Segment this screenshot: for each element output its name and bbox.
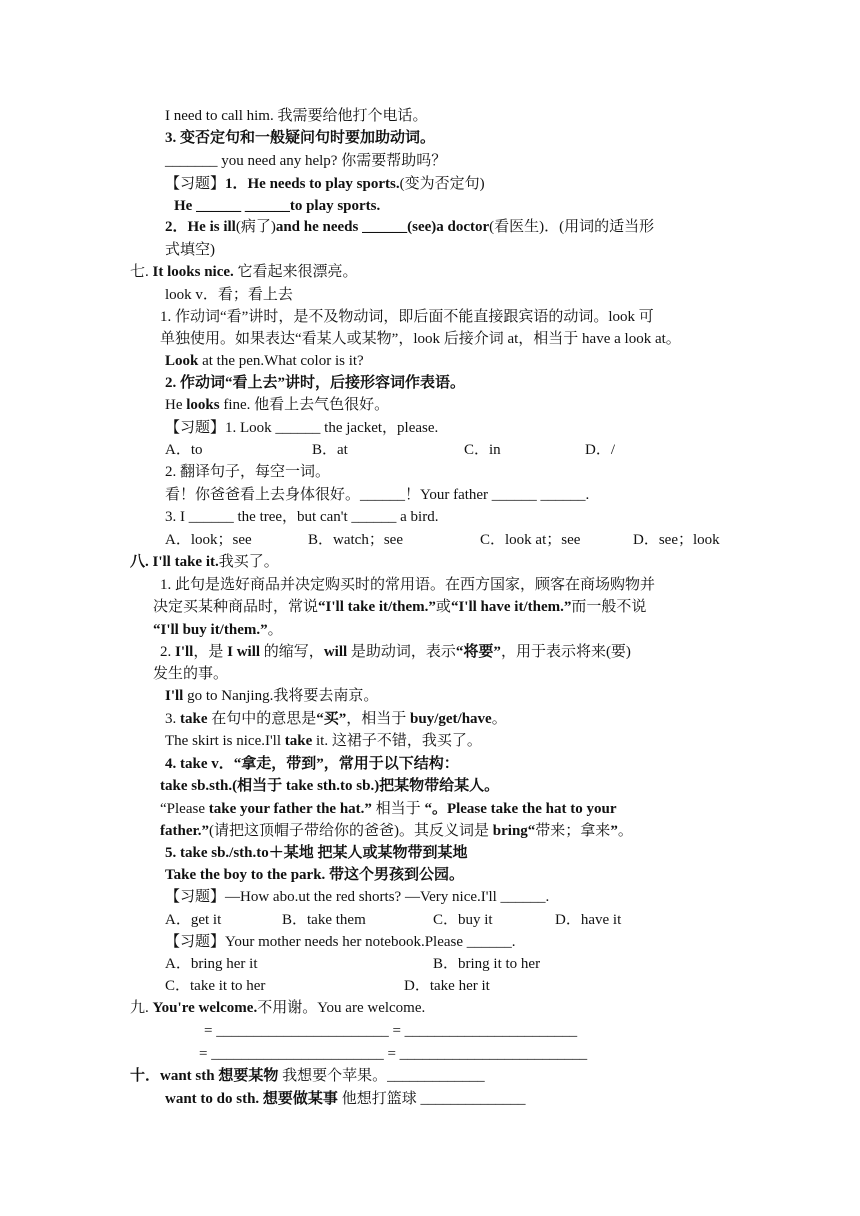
text-line [160,329,681,349]
bold-text: “。Please take the hat to your [424,801,617,817]
bold-text: 八. I'll take it. [130,554,219,570]
text-run: He [165,397,187,413]
text-run: = _______________________ = _______________________ [204,1023,578,1039]
text-run: A．to [165,442,203,458]
text-line [165,976,265,996]
text-run: 。 [617,823,633,839]
text-run: fine. 他看上去气色很好。 [219,397,390,413]
text-line [165,373,465,393]
text-line [130,262,358,282]
text-line [404,976,490,996]
bold-text: “将要” [455,644,501,660]
text-line [153,597,646,617]
text-run: A．look；see [165,532,252,548]
text-line [165,106,427,126]
text-line [555,910,621,930]
bold-text: take your father the hat.” [208,801,372,817]
bold-text: It looks nice. [152,264,234,280]
text-line [165,217,654,237]
text-run: 不用谢。You are welcome. [257,1000,426,1016]
text-line [165,440,203,460]
text-line [153,620,283,640]
bold-text: He ______ ______to play sports. [174,198,381,214]
text-run: go to Nanjing.我将要去南京。 [183,688,379,704]
text-line [165,910,221,930]
text-run: ，用于表示将来(要) [500,644,631,660]
text-run: 或 [435,599,451,615]
text-run: D．see；look [633,532,720,548]
text-run: A．get it [165,912,222,928]
text-run: C．take it to her [165,978,266,994]
text-run: 我买了。 [218,554,279,570]
text-line [160,821,633,841]
text-run: D．take her it [404,978,490,994]
text-run: 它看起来很漂亮。 [233,264,358,280]
text-line [165,954,257,974]
text-run: 。 [267,622,283,638]
text-run: 2. 翻译句子，每空一词。 [165,464,331,480]
text-run: (病了) [235,219,276,235]
text-run: 单独使用。如果表达“看某人或某物”，look 后接介词 at，相当于 have a look at。 [160,331,681,347]
bold-text: 2. 作动词“看上去”讲时，后接形容词作表语。 [165,375,466,391]
text-run: it. 这裙子不错，我买了。 [312,733,482,749]
text-run: 3. [165,711,180,727]
bold-text: I'll [165,688,184,704]
bold-text: and he needs ______(see)a doctor [275,219,490,235]
text-line [165,507,438,527]
bold-text: I'll [175,644,194,660]
bold-text: Look [165,353,199,369]
text-line [633,530,720,550]
text-run: 他想打篮球 ______________ [337,1091,526,1107]
text-line [160,642,631,662]
text-run: 七. [130,264,153,280]
text-run: 【习题】—How abo [165,889,295,905]
text-line [165,887,549,907]
bold-text: 4. take v．“拿走，带到”，常用于以下结构： [165,756,459,772]
bold-text: looks [186,397,220,413]
text-run: ，相当于 [346,711,411,727]
text-line [480,530,580,550]
text-run: 1. 作动词“看”讲时，是不及物动词，即后面不能直接跟宾语的动词。look 可 [160,309,654,325]
text-line [204,1021,577,1041]
text-run: C．in [464,442,501,458]
text-line [165,395,389,415]
bold-text: take [180,711,208,727]
text-line [165,731,482,751]
text-line [165,1089,525,1109]
text-run: (请把这顶帽子带给你的爸爸)。其反义词是 [209,823,493,839]
bold-text: bring“ [492,823,536,839]
text-line [130,552,279,572]
bold-text: take [284,733,313,749]
bold-text: 3. 变否定句和一般疑问句时要加助动词。 [165,130,436,146]
bold-text: 2．He is ill [165,219,236,235]
text-run: B．watch；see [308,532,403,548]
text-run: 发生的事。 [153,666,229,682]
text-line [308,530,403,550]
text-line [165,843,468,863]
text-run: = _______________________ = _________________________ [199,1046,588,1062]
text-line [165,418,438,438]
text-line [433,910,493,930]
text-run: 带来；拿来 [535,823,611,839]
text-run: _______ you need any help? 你需要帮助吗？ [165,153,447,169]
bold-text: “买” [316,711,347,727]
bold-text: buy/get/have [410,711,492,727]
text-run: 。 [491,711,507,727]
text-run: at the pen.What color is it? [198,353,364,369]
text-line [433,954,540,974]
text-run: D．/ [585,442,616,458]
text-run: 九. [130,1000,153,1016]
text-line [464,440,501,460]
text-run: 相当于 [371,801,425,817]
bold-text: 十．want sth 想要某物 [130,1068,279,1084]
text-run: D．have it [555,912,622,928]
text-line [165,285,293,305]
text-run: 2. [160,644,175,660]
text-line [312,440,348,460]
text-line [165,174,485,194]
text-line [174,196,380,216]
text-line [165,709,507,729]
text-line [165,932,516,952]
bold-text: father.” [160,823,210,839]
text-run: C．buy it [433,912,493,928]
bold-text: 1．He needs to play sports. [225,176,400,192]
text-line [165,462,330,482]
text-run: B．take them [282,912,366,928]
text-run: I need to call him. 我需要给他打个电话。 [165,108,428,124]
text-line [130,998,425,1018]
text-run: (变为否定句) [399,176,485,192]
text-run: 在句中的意思是 [207,711,317,727]
bold-text: “I'll have it/them.” [450,599,572,615]
text-line [130,1066,485,1086]
text-run: 【习题】Your mother needs her notebook.Please ______. [165,934,516,950]
text-line [165,151,446,171]
text-run: 【习题】1. Look ______ the jacket，please. [165,420,439,436]
text-run: . [294,889,299,905]
text-line [165,128,435,148]
text-run: 式填空) [165,242,215,258]
text-run: ut the red shorts? —Very nice.I'll ______. [298,889,550,905]
bold-text: will [323,644,348,660]
text-run: ，是 [193,644,228,660]
text-line [165,485,589,505]
text-run: 而一般不说 [571,599,647,615]
text-run: 3. I ______ the tree，but can't ______ a bird. [165,509,439,525]
text-run: C．look at；see [480,532,581,548]
text-line [282,910,366,930]
bold-text: 5. take sb./sth.to＋某地 把某人或某物带到某地 [165,845,468,861]
text-run: 我想要个苹果。_____________ [278,1068,485,1084]
text-run: B．bring it to her [433,956,541,972]
text-run: (看医生)．(用词的适当形 [489,219,655,235]
text-run: 看！你爸爸看上去身体很好。______！Your father ______ ______. [165,487,590,503]
text-run: 【习题】 [165,176,226,192]
bold-text: want to do sth. 想要做某事 [165,1091,338,1107]
text-line [160,307,654,327]
text-line [165,686,378,706]
text-line [165,351,364,371]
text-run: 是助动词，表示 [347,644,456,660]
text-line [165,754,459,774]
bold-text: You're welcome. [152,1000,258,1016]
text-run: 决定买某种商品时，常说 [153,599,319,615]
text-line [585,440,615,460]
text-run: “Please [160,801,209,817]
text-line [199,1044,587,1064]
text-line [160,776,499,796]
text-run: The skirt is nice.I'll [165,733,285,749]
bold-text: take sb.sth.(相当于 take sth.to sb.)把某物带给某人。 [160,778,500,794]
bold-text: ” [610,823,618,839]
text-line [160,799,617,819]
text-line [165,865,464,885]
text-run: 的缩写， [260,644,324,660]
text-run: B．at [312,442,348,458]
text-line [165,530,252,550]
text-line [165,240,215,260]
bold-text: Take the boy to the park. 带这个男孩到公园。 [165,867,465,883]
text-run: 1. 此句是选好商品并决定购买时的常用语。在西方国家，顾客在商场购物并 [160,577,656,593]
text-line [153,664,228,684]
text-line [160,575,655,595]
text-run: A．bring her it [165,956,258,972]
bold-text: I will [227,644,261,660]
bold-text: “I'll take it/them.” [318,599,436,615]
text-run: look v．看；看上去 [165,287,293,303]
bold-text: “I'll buy it/them.” [153,622,268,638]
